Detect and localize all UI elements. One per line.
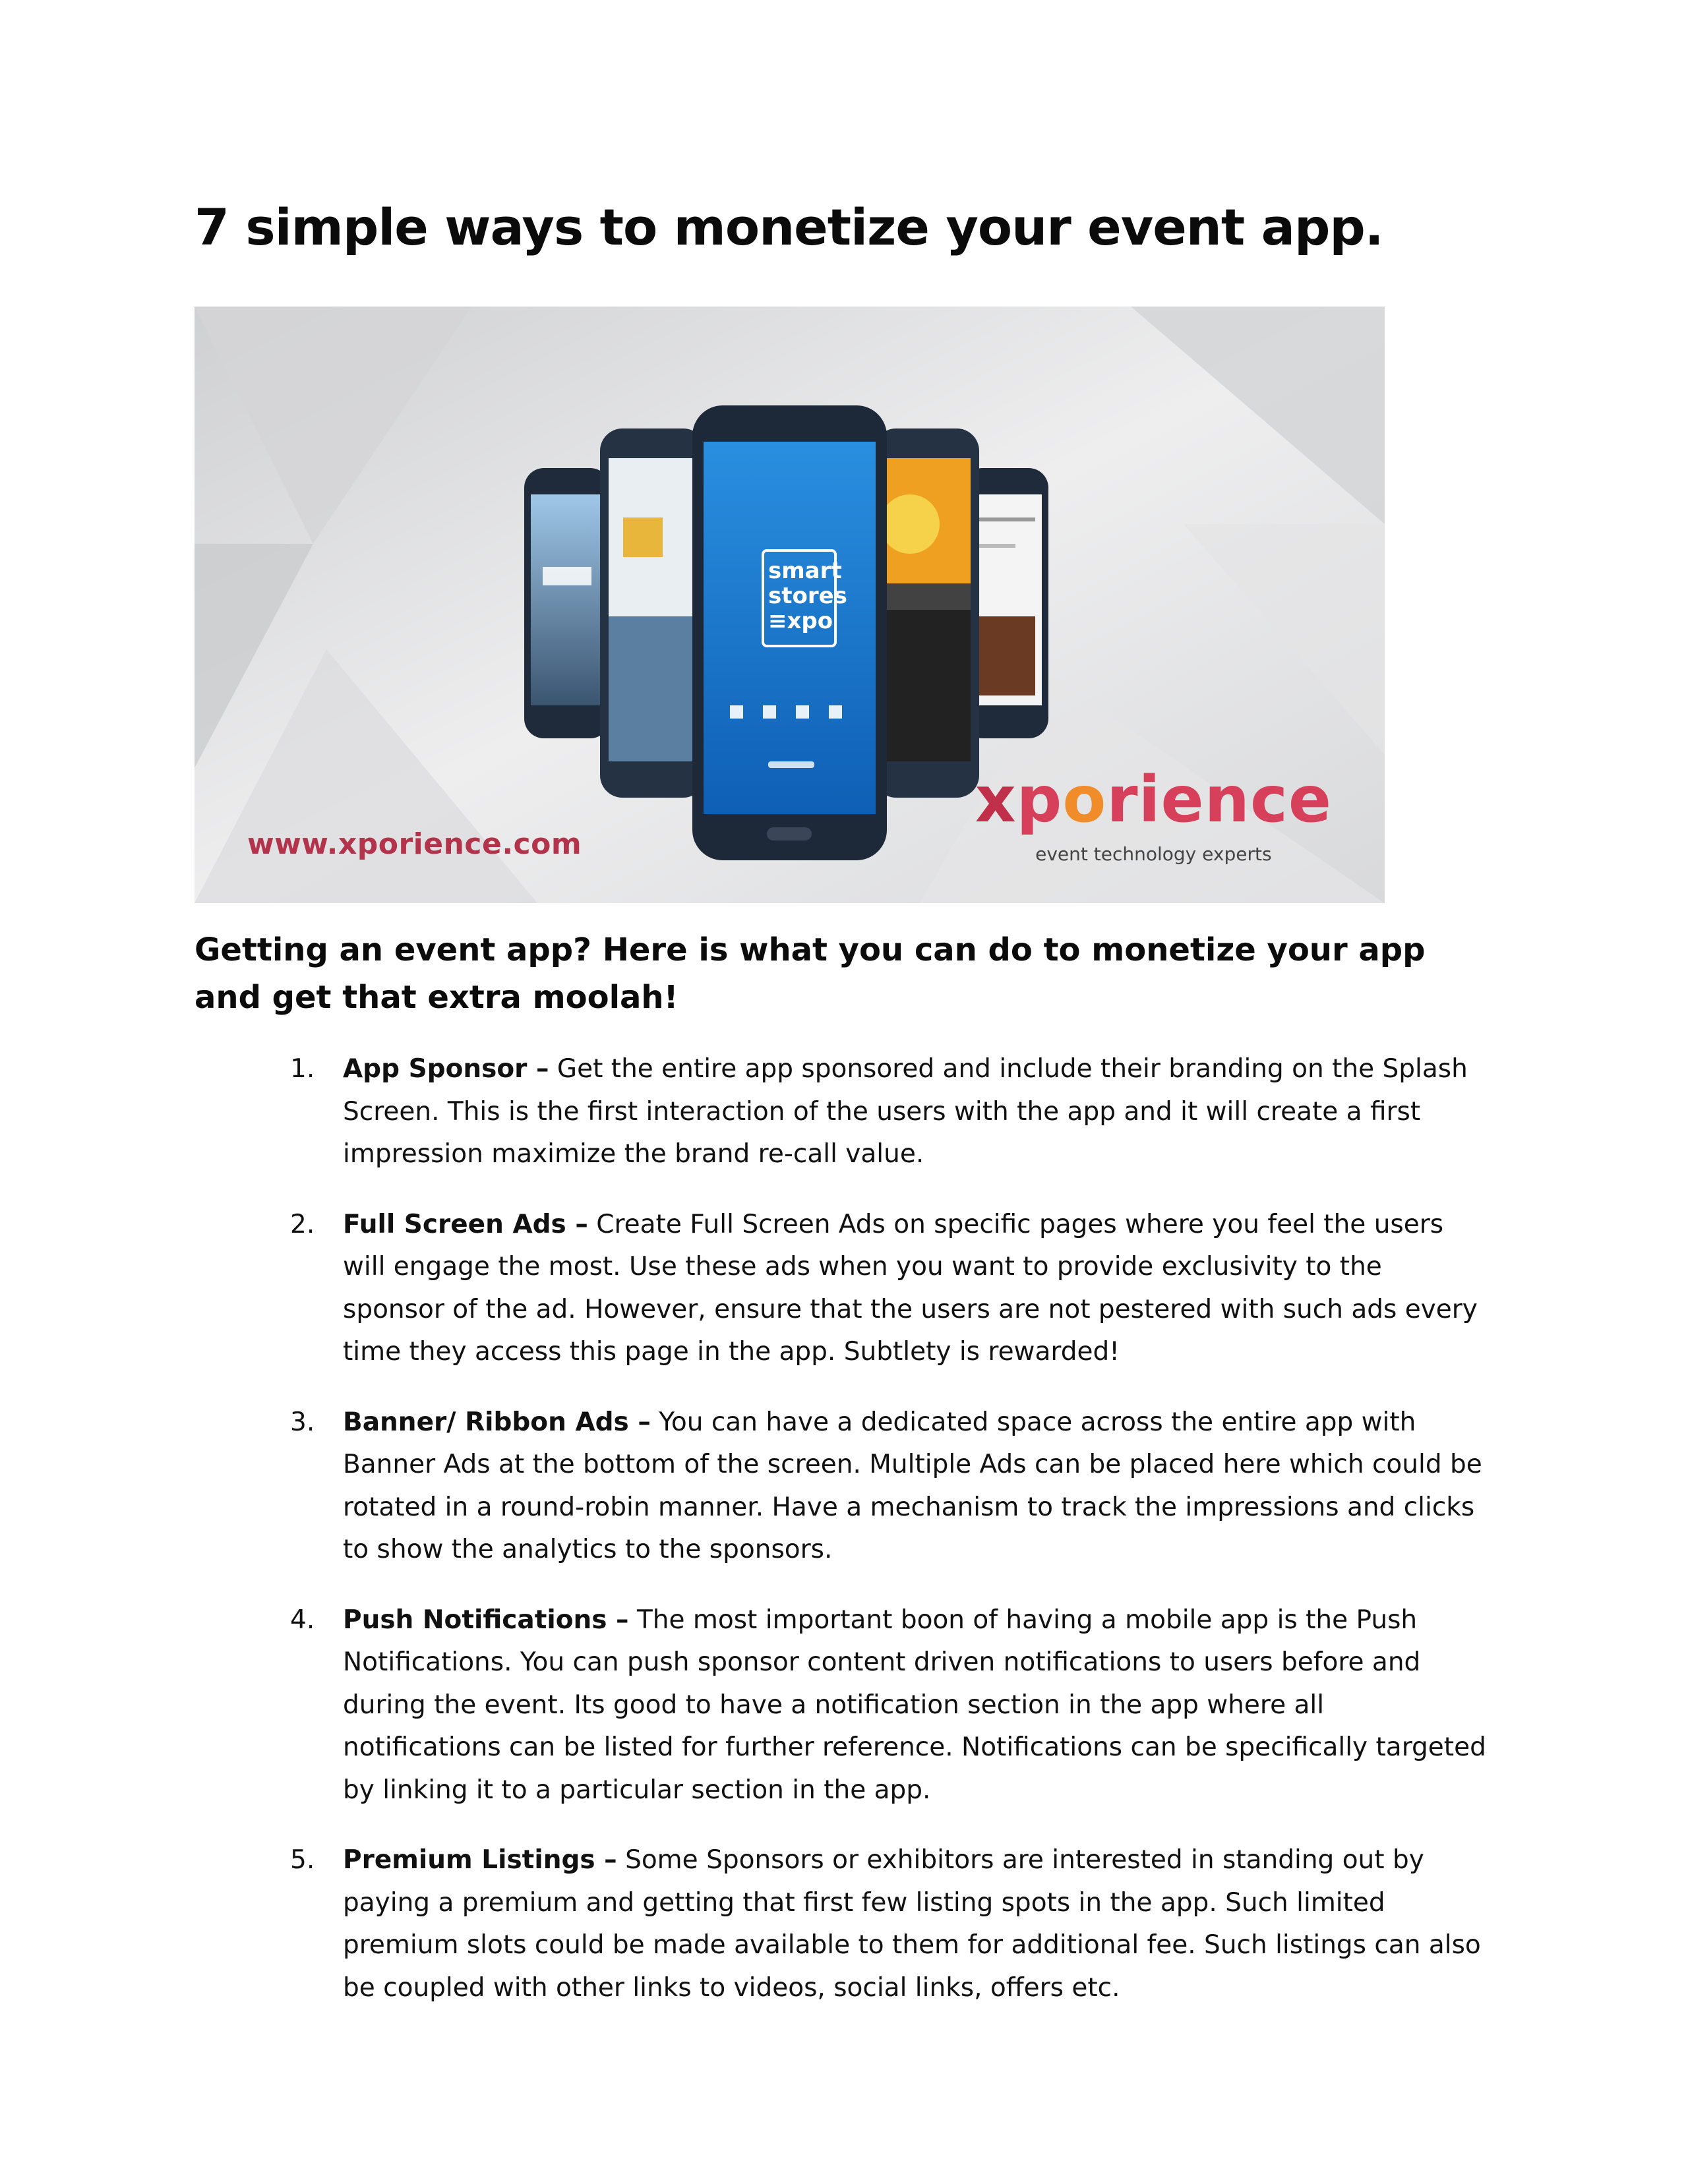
list-item-title: App Sponsor – — [343, 1054, 549, 1084]
list-item-text: Create Full Screen Ads on specific pages where you feel the users will engage the most. Use these ads when you want to provide exclusivity to the sponsor of the ad. However, ensure that the users are not pestered with such ads every time they access this page in the app. Subtlety is rewarded! — [343, 1209, 1478, 1367]
subheading: Getting an event app? Here is what you can do to monetize your app and get that extra moolah! — [195, 931, 1426, 1016]
list-item-text: Some Sponsors or exhibitors are interested in standing out by paying a premium and getting that first few listing spots in the app. Such limited premium slots could be made available to them for additional fee. Such listings can also be coupled with other links to videos, social links, offers etc. — [343, 1845, 1481, 2003]
phone-far-left — [524, 468, 610, 738]
page-title: 7 simple ways to monetize your event app. — [195, 198, 1383, 256]
list-item — [290, 1402, 1490, 1572]
hero-website-url: www.xporience.com — [247, 827, 582, 861]
phone-center — [692, 405, 887, 860]
list-item-title: Push Notifications – — [343, 1605, 629, 1635]
logo-tagline: event technology experts — [1035, 843, 1272, 865]
list-item-text: You can have a dedicated space across the entire app with Banner Ads at the bottom of the screen. Multiple Ads can be placed here which could be rotated in a round-robin manner. Have a mechanism to track the impressions and clicks to show the analytics to the sponsors. — [343, 1407, 1482, 1564]
center-screen-line-2: stores — [768, 583, 847, 609]
list-item — [290, 1204, 1490, 1374]
list-number: 1. — [290, 1054, 315, 1084]
ways-list — [290, 1048, 1490, 2037]
list-item-title: Banner/ Ribbon Ads – — [343, 1407, 651, 1437]
list-number: 4. — [290, 1605, 315, 1635]
list-number: 3. — [290, 1407, 315, 1437]
list-item-text: Get the entire app sponsored and include their branding on the Splash Screen. This is the first interaction of the users with the app and it will create a first impression maximize the brand re-call value. — [343, 1054, 1468, 1169]
xporience-logo — [975, 763, 1332, 865]
list-item-title: Premium Listings – — [343, 1845, 617, 1875]
logo-wordmark: xporience — [975, 763, 1332, 837]
phone-inner-left — [600, 428, 706, 798]
list-item — [290, 1839, 1490, 2009]
list-item — [290, 1599, 1490, 1812]
hero-image — [195, 307, 1385, 903]
phone-inner-right — [874, 428, 979, 798]
list-item-title: Full Screen Ads – — [343, 1209, 588, 1239]
list-item — [290, 1048, 1490, 1176]
center-screen-line-1: smart — [768, 558, 842, 584]
center-screen-line-3: ≡xpo — [768, 608, 833, 634]
list-number: 5. — [290, 1845, 315, 1875]
list-item-text: The most important boon of having a mobile app is the Push Notifications. You can push sponsor content driven notifications to users before and during the event. Its good to have a notification section in the app where all notifications can be listed for further reference. Notifications can be specifically targeted by linking it to a particular section in the app. — [343, 1605, 1486, 1805]
list-number: 2. — [290, 1209, 315, 1239]
